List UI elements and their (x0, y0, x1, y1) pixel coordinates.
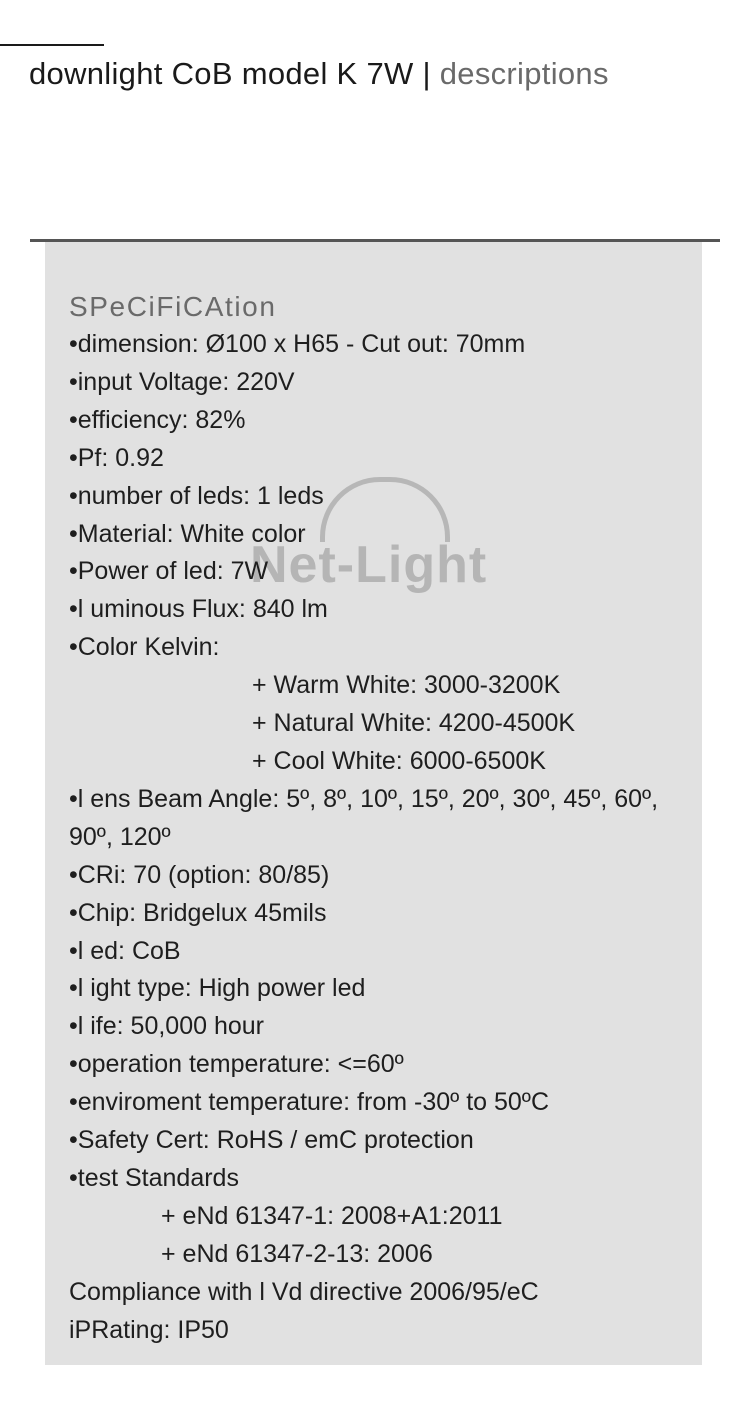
spec-power-of-led: •Power of led: 7W (69, 557, 269, 586)
page-title (29, 54, 609, 94)
spec-chip: •Chip: Bridgelux 45mils (69, 898, 327, 927)
spec-compliance: Compliance with l Vd directive 2006/95/eC (69, 1277, 539, 1306)
spec-led: •l ed: CoB (69, 936, 181, 965)
spec-kelvin-warm: + Warm White: 3000-3200K (252, 671, 561, 700)
spec-safety-cert: •Safety Cert: RoHS / emC protection (69, 1126, 474, 1155)
spec-standard-2: + eNd 61347-2-13: 2006 (161, 1239, 433, 1268)
spec-ip-rating: iPRating: IP50 (69, 1315, 229, 1344)
top-rule (0, 44, 104, 46)
watermark-text: Net-Light (250, 536, 488, 594)
spec-light-type: •l ight type: High power led (69, 974, 366, 1003)
spec-color-kelvin: •Color Kelvin: (69, 633, 220, 662)
spec-cri: •CRi: 70 (option: 80/85) (69, 860, 330, 889)
spec-standard-1: + eNd 61347-1: 2008+A1:2011 (161, 1201, 503, 1230)
spec-dimension: •dimension: Ø100 x H65 - Cut out: 70mm (69, 330, 526, 358)
title-subtitle: descriptions (439, 56, 609, 91)
spec-operation-temperature: •operation temperature: <=60º (69, 1050, 404, 1079)
title-separator: | (422, 56, 431, 91)
spec-beam-angle: •l ens Beam Angle: 5º, 8º, 10º, 15º, 20º, 30º, 45º, 60º, 90º, 120º (69, 784, 659, 851)
spec-luminous-flux: •l uminous Flux: 840 lm (69, 595, 328, 624)
spec-test-standards: •test Standards (69, 1163, 239, 1192)
spec-input-voltage: •input Voltage: 220V (69, 367, 295, 396)
spec-environment-temperature: •enviroment temperature: from -30º to 50ºC (69, 1088, 549, 1117)
spec-content (69, 288, 699, 1349)
spec-heading: SPeCiFiCAtion (69, 291, 277, 322)
spec-power-factor: •Pf: 0.92 (69, 443, 164, 472)
spec-number-of-leds: •number of leds: 1 leds (69, 481, 324, 510)
title-text: downlight CoB model K 7W (29, 56, 414, 91)
spec-kelvin-natural: + Natural White: 4200-4500K (252, 709, 576, 738)
spec-material: •Material: White color (69, 519, 306, 548)
spec-kelvin-cool: + Cool White: 6000-6500K (252, 746, 546, 775)
spec-life: •l ife: 50,000 hour (69, 1012, 264, 1041)
specification-panel (45, 242, 702, 1365)
spec-efficiency: •efficiency: 82% (69, 405, 246, 434)
